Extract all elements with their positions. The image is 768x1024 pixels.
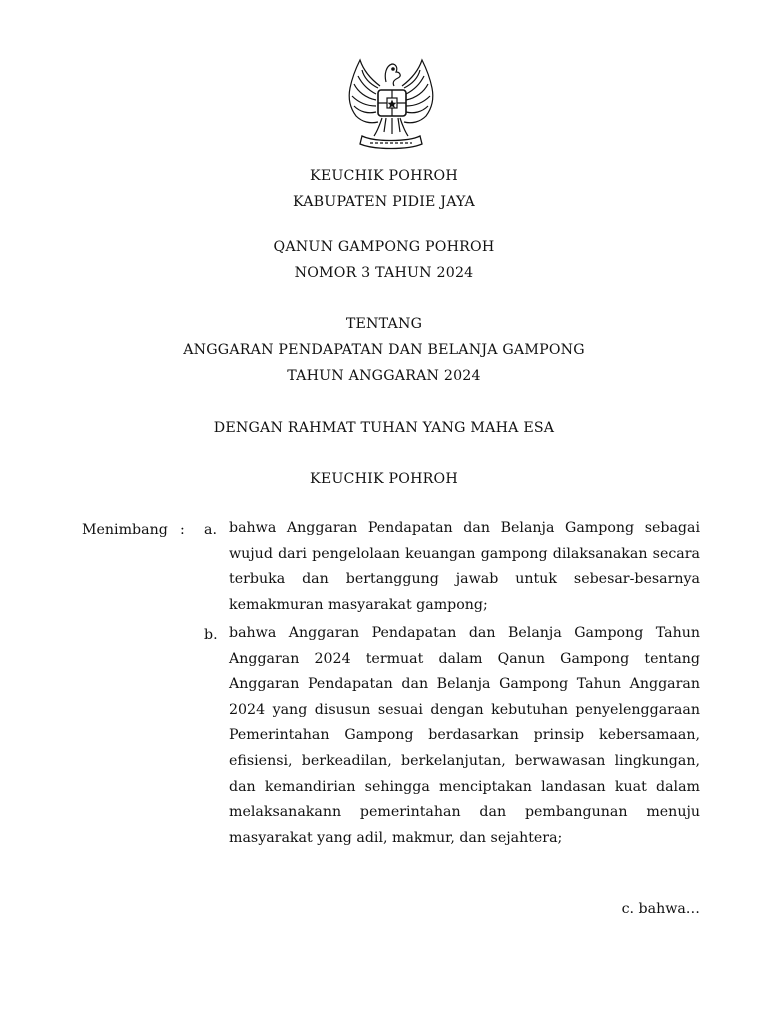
subject-line-2: TAHUN ANGGARAN 2024 (287, 368, 481, 384)
header-line-1: KEUCHIK POHROH (310, 168, 458, 184)
garuda-emblem-icon (334, 52, 448, 156)
subject-label: TENTANG (345, 316, 423, 332)
invocation: DENGAN RAHMAT TUHAN YANG MAHA ESA (213, 420, 555, 436)
item-b-text: bahwa Anggaran Pendapatan dan Belanja Gampong Tahun Anggaran 2024 termuat dalam Qanun Gampong tentang Anggaran Pendapatan dan Belanja Gampong Tahun Anggaran 2024 yang disusun sesuai dengan kebutuhan penyelenggaraan Pemerintahan Gampong berdasarkan prinsip kebersamaan, efisiensi, berkeadilan, berkelanjutan, berwawasan lingkungan, dan kemandirian sehingga menciptakan landasan kuat dalam melaksanakann pemerintahan dan pembangunan menuju masyarakat yang adil, makmur, dan sejahtera; (229, 625, 700, 846)
authority: KEUCHIK POHROH (310, 471, 458, 487)
regulation-title: QANUN GAMPONG POHROH (273, 239, 495, 255)
considering-label: Menimbang (82, 522, 168, 538)
considering-colon: : (180, 522, 185, 538)
item-a-marker: a. (204, 522, 217, 538)
item-a-text: bahwa Anggaran Pendapatan dan Belanja Gampong sebagai wujud dari pengelolaan keuangan gampong dilaksanakan secara terbuka dan bertanggung jawab untuk sebesar-besarnya kemakmuran masyarakat gampong; (229, 520, 700, 613)
page-continuation: c. bahwa… (621, 901, 700, 917)
item-b-marker: b. (204, 627, 218, 643)
header-line-2: KABUPATEN PIDIE JAYA (293, 194, 475, 210)
regulation-number: NOMOR 3 TAHUN 2024 (294, 265, 474, 281)
subject-line-1: ANGGARAN PENDAPATAN DAN BELANJA GAMPONG (183, 342, 585, 358)
